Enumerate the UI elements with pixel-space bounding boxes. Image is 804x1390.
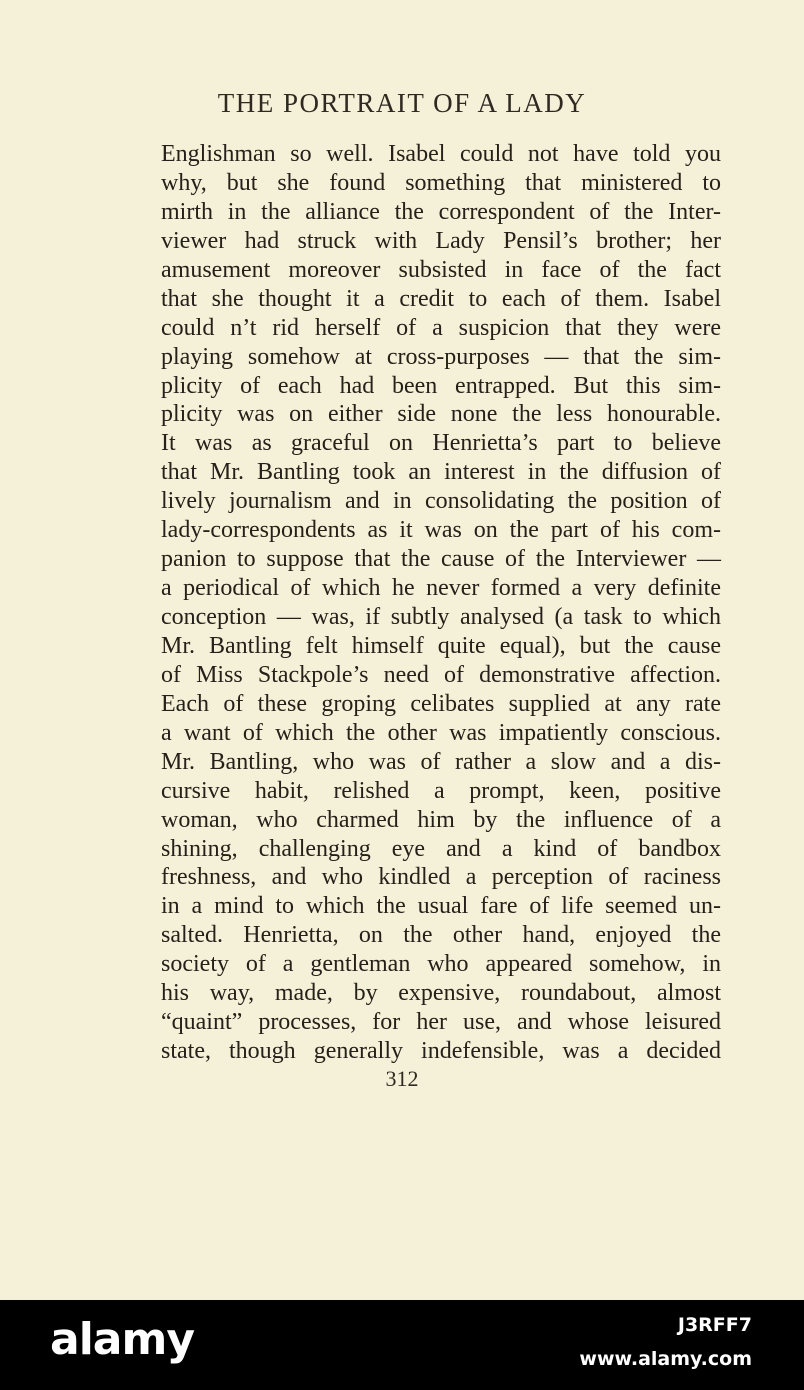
text-line: cursive habit, relished a prompt, keen, positive — [161, 777, 721, 804]
text-line: his way, made, by expensive, roundabout, almost — [161, 980, 721, 1007]
text-line: woman, who charmed him by the influence of a — [161, 806, 721, 833]
text-line: of Miss Stackpole’s need of demonstrative affection. — [161, 661, 721, 688]
text-line: lively journalism and in consolidating the position of — [161, 488, 721, 515]
text-line: Each of these groping celibates supplied at any rate — [161, 690, 721, 717]
page-number: 312 — [385, 1066, 419, 1091]
text-line: a want of which the other was impatiently conscious. — [161, 719, 721, 746]
text-line: freshness, and who kindled a perception of raciness — [161, 864, 721, 891]
watermark-bar — [0, 1300, 804, 1390]
text-line: It was as graceful on Henrietta’s part to believe — [161, 430, 721, 457]
text-line: viewer had struck with Lady Pensil’s brother; her — [161, 227, 721, 254]
text-line: could n’t rid herself of a suspicion that they were — [161, 314, 721, 341]
text-line: plicity was on either side none the less honourable. — [161, 401, 721, 428]
text-line: shining, challenging eye and a kind of bandbox — [161, 835, 721, 862]
text-line: Englishman so well. Isabel could not have told you — [161, 141, 721, 167]
text-line: society of a gentleman who appeared somehow, in — [161, 951, 721, 978]
running-head: THE PORTRAIT OF A LADY — [217, 88, 587, 118]
alamy-logo: alamy — [50, 1314, 194, 1365]
text-line: playing somehow at cross-purposes — that the sim- — [161, 343, 721, 370]
body-text — [161, 140, 721, 1066]
text-line: a periodical of which he never formed a very definite — [161, 575, 721, 602]
text-line: state, though generally indefensible, was a decided — [161, 1038, 721, 1065]
text-line: plicity of each had been entrapped. But this sim- — [161, 372, 721, 399]
text-line: in a mind to which the usual fare of life seemed un- — [161, 893, 721, 920]
text-line: mirth in the alliance the correspondent of the Inter- — [161, 198, 721, 225]
image-code: J3RFF7 — [677, 1314, 752, 1336]
text-line: that she thought it a credit to each of them. Isabel — [161, 285, 721, 312]
text-line: why, but she found something that ministered to — [161, 169, 721, 196]
text-line: that Mr. Bantling took an interest in the diffusion of — [161, 459, 721, 486]
text-line: panion to suppose that the cause of the Interviewer — — [161, 546, 721, 573]
text-line: Mr. Bantling felt himself quite equal), but the cause — [161, 632, 721, 659]
text-line: “quaint” processes, for her use, and whose leisured — [161, 1009, 721, 1036]
text-line: salted. Henrietta, on the other hand, enjoyed the — [161, 922, 721, 949]
text-line: amusement moreover subsisted in face of the fact — [161, 256, 721, 283]
site-url: www.alamy.com — [579, 1348, 752, 1370]
text-line: conception — was, if subtly analysed (a task to which — [161, 604, 721, 630]
text-line: Mr. Bantling, who was of rather a slow and a dis- — [161, 748, 721, 775]
text-line: lady-correspondents as it was on the part of his com- — [161, 517, 721, 544]
